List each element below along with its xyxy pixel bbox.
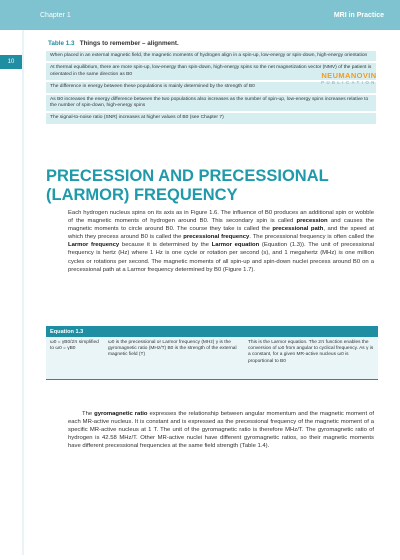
table-row: The signal-to-noise ratio (SNR) increases at higher values of B0 (see Chapter 7) xyxy=(46,113,376,123)
page-header xyxy=(0,0,400,30)
body-paragraph: Each hydrogen nucleus spins on its axis as in Figure 1.6. The influence of B0 produces an additional spin or wobble of the magnetic moments of hydrogen around B0. This secondary spin is called precession and causes the magnetic moments to circle around B0. The course they take is called the precessional path, and the speed at which they precess around B0 is called the precessional frequency. The precessional frequency is often called the Larmor frequency because it is determined by the Larmor equation (Equation (1.3)). The unit of precessional frequency is hertz (Hz) where 1 Hz is one cycle or rotation per second (s), and 1 megahertz (MHz) is one million cycles or rotations per second. The magnetic moments of all spin-up and spin-down nuclei precess around B0 on a precessional path at a Larmor frequency determined by B0 (Figure 1.7). xyxy=(68,210,375,273)
page-number: 10 xyxy=(0,55,22,69)
table-row: When placed in an external magnetic field, the magnetic moments of hydrogen align in a spin-up, low-energy or spin-down, high-energy orientation xyxy=(46,51,376,61)
book-title: MRI in Practice xyxy=(333,12,384,19)
publisher-watermark xyxy=(312,71,386,85)
table-number: Table 1.3 xyxy=(48,40,75,47)
chapter-label: Chapter 1 xyxy=(40,12,71,19)
equation-formula: ω0 = γB0/2π simplified to ω0 = γB0 xyxy=(50,340,99,352)
alignment-table xyxy=(46,51,376,126)
equation-description: This is the Larmor equation. The 2π function enables the conversion of ω0 from angular to cyclical frequency. As γ is a constant, for a given MR-active nucleus ω0 is proportional to B0 xyxy=(248,340,374,364)
equation-body xyxy=(46,337,378,379)
table-row: As B0 increases the energy difference between the two populations also increases as the number of spin-up, low-energy spins increases relative to the number of spin-down, high-energy spins xyxy=(46,95,376,112)
table-title: Things to remember – alignment. xyxy=(79,40,179,47)
table-row: At thermal equilibrium, there are more spin-up, low-energy than spin-down, high-energy spins so the net magnetization vector (NMV) of the patient is orientated in the same direction as B0 xyxy=(46,63,376,80)
margin-rule xyxy=(22,30,24,555)
table-caption xyxy=(48,40,179,47)
equation-symbols: ω0 is the precessional or Larmor frequency (MHz) γ is the gyromagnetic ratio (MHz/T) B0 is the strength of the external magnetic field (T) xyxy=(108,340,237,358)
body-paragraph-gyromagnetic: The gyromagnetic ratio expresses the relationship between angular momentum and the magnetic moment of each MR-active nucleus. It is constant and is expressed as the precessional frequency of the magnetic moment of a specific MR-active nucleus at 1 T. The unit of the gyromagnetic ratio is therefore MHz/T. The gyromagnetic ratio of hydrogen is 42.58 MHz/T. Other MR-active nuclei have different gyromagnetic ratios, so their magnetic moments have different precessional frequencies at the same field strength (Table 1.4). xyxy=(68,411,374,450)
equation-label: Equation 1.3 xyxy=(46,327,378,337)
equation-box xyxy=(46,326,378,380)
section-heading: PRECESSION AND PRECESSIONAL (LARMOR) FREQUENCY xyxy=(46,167,329,204)
watermark-publication: PUBLICATION xyxy=(321,80,377,85)
watermark-brand: NEUMANOVIN xyxy=(321,71,377,80)
table-row: The difference in energy between these populations is mainly determined by the strength of B0 xyxy=(46,82,376,92)
